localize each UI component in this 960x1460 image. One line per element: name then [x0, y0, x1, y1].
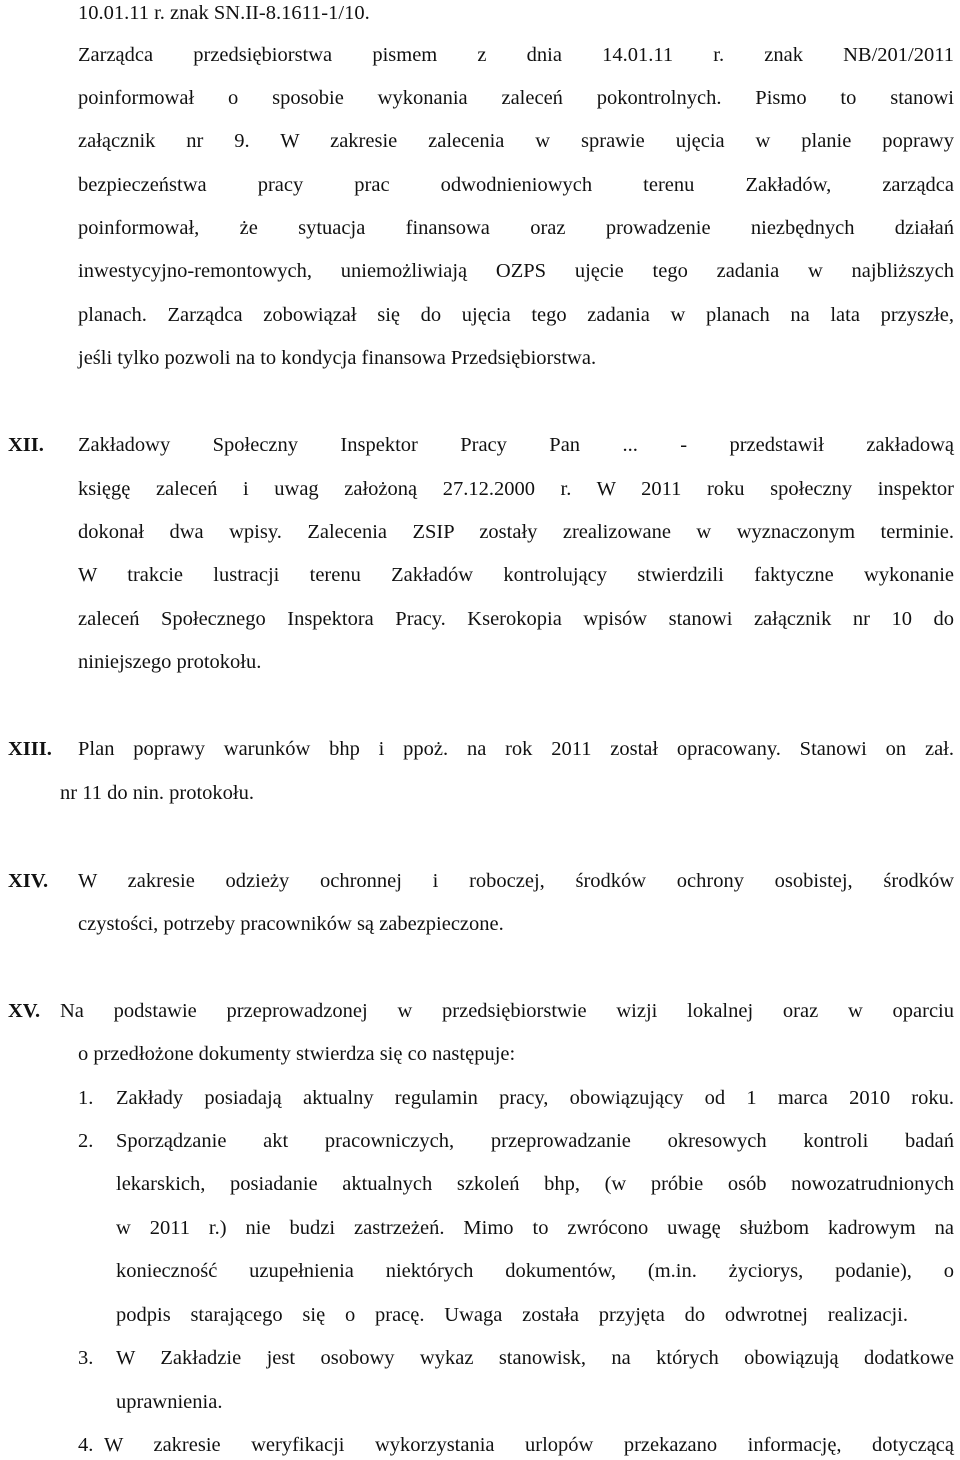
list-item-number: 4.	[78, 1434, 94, 1456]
list-item-line: w 2011 r.) nie budzi zastrzeżeń. Mimo to zwrócono uwagę służbom kadrowym na	[116, 1217, 954, 1239]
section-xii-line-6: niniejszego protokołu.	[78, 651, 262, 673]
intro-line-7: inwestycyjno-remontowych, uniemożliwiają OZPS ujęcie tego zadania w najbliższych	[78, 260, 954, 282]
list-item-line: Zakłady posiadają aktualny regulamin pracy, obowiązujący od 1 marca 2010 roku.	[116, 1087, 954, 1109]
section-xiii-number: XIII.	[8, 738, 52, 760]
section-xv-line-2: o przedłożone dokumenty stwierdza się co następuje:	[78, 1043, 516, 1065]
list-item-line: uprawnienia.	[116, 1391, 223, 1413]
section-xii-number: XII.	[8, 434, 44, 456]
section-xiv-number: XIV.	[8, 870, 49, 892]
list-item-number: 2.	[78, 1130, 94, 1152]
intro-line-2: Zarządca przedsiębiorstwa pismem z dnia 14.01.11 r. znak NB/201/2011	[78, 44, 954, 66]
intro-line-1: 10.01.11 r. znak SN.II-8.1611-1/10.	[78, 2, 370, 24]
intro-line-4: załącznik nr 9. W zakresie zalecenia w sprawie ujęcia w planie poprawy	[78, 130, 954, 152]
list-item-line: lekarskich, posiadanie aktualnych szkoleń bhp, (w próbie osób nowozatrudnionych	[116, 1173, 954, 1195]
section-xii-line-1: Zakładowy Społeczny Inspektor Pracy Pan ... - przedstawił zakładową	[78, 434, 954, 456]
list-item-number: 1.	[78, 1087, 94, 1109]
list-item-line: konieczność uzupełnienia niektórych dokumentów, (m.in. życiorys, podanie), o	[116, 1260, 954, 1282]
intro-line-6: poinformował, że sytuacja finansowa oraz prowadzenie niezbędnych działań	[78, 217, 954, 239]
intro-line-3: poinformował o sposobie wykonania zaleceń pokontrolnych. Pismo to stanowi	[78, 87, 954, 109]
section-xii-line-2: księgę zaleceń i uwag założoną 27.12.2000 r. W 2011 roku społeczny inspektor	[78, 478, 954, 500]
section-xii-line-4: W trakcie lustracji terenu Zakładów kontrolujący stwierdzili faktyczne wykonanie	[78, 564, 954, 586]
section-xiv-line-2: czystości, potrzeby pracowników są zabezpieczone.	[78, 913, 504, 935]
list-item-line: W zakresie weryfikacji wykorzystania urlopów przekazano informację, dotyczącą	[104, 1434, 954, 1456]
intro-line-9: jeśli tylko pozwoli na to kondycja finansowa Przedsiębiorstwa.	[78, 347, 597, 369]
section-xv-number: XV.	[8, 1000, 41, 1022]
intro-line-5: bezpieczeństwa pracy prac odwodnieniowych terenu Zakładów, zarządca	[78, 174, 954, 196]
list-item-line: podpis starającego się o pracę. Uwaga została przyjęta do odwrotnej realizacji.	[116, 1304, 908, 1326]
intro-line-8: planach. Zarządca zobowiązał się do ujęcia tego zadania w planach na lata przyszłe,	[78, 304, 954, 326]
section-xii-line-5: zaleceń Społecznego Inspektora Pracy. Kserokopia wpisów stanowi załącznik nr 10 do	[78, 608, 954, 630]
section-xiii-line-1: Plan poprawy warunków bhp i ppoż. na rok 2011 został opracowany. Stanowi on zał.	[78, 738, 954, 760]
section-xiii-line-2: nr 11 do nin. protokołu.	[60, 782, 254, 804]
list-item-line: Sporządzanie akt pracowniczych, przeprowadzanie okresowych kontroli badań	[116, 1130, 954, 1152]
list-item-line: W Zakładzie jest osobowy wykaz stanowisk, na których obowiązują dodatkowe	[116, 1347, 954, 1369]
section-xii-line-3: dokonał dwa wpisy. Zalecenia ZSIP zostały zrealizowane w wyznaczonym terminie.	[78, 521, 954, 543]
list-item-number: 3.	[78, 1347, 94, 1369]
section-xiv-line-1: W zakresie odzieży ochronnej i roboczej, środków ochrony osobistej, środków	[78, 870, 954, 892]
section-xv-line-1: Na podstawie przeprowadzonej w przedsiębiorstwie wizji lokalnej oraz w oparciu	[60, 1000, 954, 1022]
